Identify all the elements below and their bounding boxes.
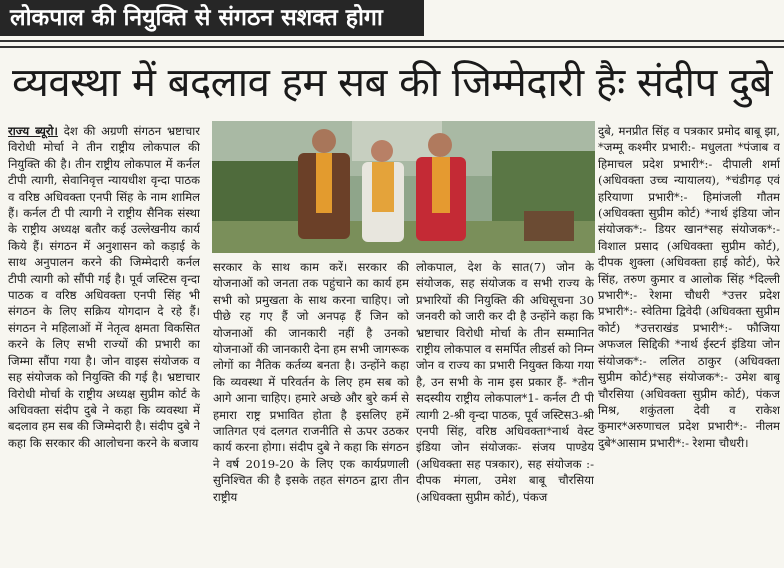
photo-illustration [212, 121, 595, 253]
article-column-3: लोकपाल, देश के सात(7) जोन के संयोजक, सह संयोजक व सभी राज्य के प्रभारियों की नियुक्ति की अधिसूचना 30 जनवरी को जारी कर दी है उन्होंने कहा कि भ्रष्टाचार विरोधी मोर्चा के तीन सम्मानित राष्ट्रीय लोकपाल व समर्पित लीडर्स को निम्न जोन व राज्य का प्रभारी नियुक्त किया गया है, उन सभी के नाम इस प्रकार हैं- *तीन सदस्यीय राष्ट्रीय लोकपाल*1- कर्नल टी पी त्यागी 2-श्री वृन्दा पाठक, पूर्व जस्टिस3-श्री एनपी सिंह, वरिष्ठ अधिवक्ता*नार्थ वेस्ट इंडिया जोन संयोजकः- संजय पाण्डेय (अधिवक्ता सह पत्रकार), सह संयोजक :- दीपक मंगला, उमेश बाबू चौरसिया (अधिवक्ता सुप्रीम कोर्ट), पंकज [416, 260, 594, 504]
section-kicker: लोकपाल की नियुक्ति से संगठन सशक्त होगा [0, 0, 424, 36]
headline: व्यवस्था में बदलाव हम सब की जिम्मेदारी हैः संदीप दुबे [11, 60, 773, 106]
top-rule-secondary [0, 46, 784, 48]
news-photo [212, 121, 595, 253]
article-column-1 [8, 123, 200, 563]
byline: राज्य ब्यूरो। [8, 124, 58, 138]
article-column-2: सरकार के साथ काम करें। सरकार की योजनाओं को जनता तक पहुंचाने का कार्य हम सभी को प्रमुखता के साथ करना चाहिए। जो पीछे रह गए हैं जो अनपढ़ हैं जिन को योजनाओं की जानकारी नहीं है उनको योजनाओं की जानकारी देना हम सभी जागरूक लोगों का नैतिक कर्तव्य बनता है। उन्होंने कहा कि व्यवस्था में परिवर्तन के लिए हम सब को आगे आना चाहिए। हमारे अच्छे और बुरे कर्म से हमारा राष्ट्र प्रभावित होता है इसलिए हमें जातिगत एवं दलगत राजनीति से ऊपर उठकर कार्य करना होगा। संदीप दुबे ने कहा कि संगठन ने वर्ष 2019-20 के लिए एक कार्यप्रणाली सुनिश्चित की है इसके तहत संगठन द्वारा तीन राष्ट्रीय [213, 260, 409, 504]
article-column-4: दुबे, मनप्रीत सिंह व पत्रकार प्रमोद बाबू झा, *जम्मू कश्मीर प्रभारी:- मधुलता *पंजाब व हिमाचल प्रदेश प्रभारी*:- दीपाली शर्मा (अधिवक्ता उच्च न्यायालय), *चंडीगढ़ एवं हरियाणा प्रभारी*:- हिमांजली गौतम (अधिवक्ता सुप्रीम कोर्ट) *नार्थ इंडिया जोन संयोजक*:- डियर खान*सह संयोजक*:- विशाल प्रसाद (अधिवक्ता सुप्रीम कोर्ट), दीपक शुक्ला (अधिवक्ता हाई कोर्ट), फेरे सिंह, तरुण कुमार व आलोक सिंह *दिल्ली प्रभारी*:- रेशमा चौधरी *उत्तर प्रदेश प्रभारी*:- स्वेतिमा द्विवेदी (अधिवक्ता सुप्रीम कोर्ट) *उत्तराखंड प्रभारी*:- फौजिया अफजल सिद्दिकी *नार्थ ईस्टर्न इंडिया जोन संयोजक*:- ललित ठाकुर (अधिवक्ता सुप्रीम कोर्ट)*सह संयोजक*:- उमेश बाबू चौरसिया (अधिवक्ता सुप्रीम कोर्ट), पंकज मिश्र, शकुंतला देवी व राकेश कुमार*अरुणाचल प्रदेश प्रभारी*:- नीलम दुबे*आसाम प्रभारी*:- रेशमा चौधरी। [598, 124, 780, 450]
top-rule [0, 40, 784, 42]
column-1-text: देश की अग्रणी संगठन भ्रष्टाचार विरोधी मोर्चा ने तीन राष्ट्रीय लोकपाल की नियुक्ति की है। तीन राष्ट्रीय लोकपाल में कर्नल टीपी त्यागी, सेवानिवृत्त न्यायधीश वृन्दा पाठक व वरिष्ठ अधिवक्ता एनपी सिंह के नाम शामिल हैं। कर्नल टी पी त्यागी ने राष्ट्रीय सैनिक संस्था के राष्ट्रीय अध्यक्ष बतौर कई उल्लेखनीय कार्य किये हैं। संगठन में अनुशासन को कड़ाई के साथ अनुपालन करने की जिम्मेदारी कर्नल टीपी त्यागी को सौंपी गई है। पूर्व जस्टिस वृन्दा पाठक व वरिष्ठ अधिवक्ता एनपी सिंह भी संगठन के लिए सक्रिय योगदान दे रहे हैं। संगठन ने महिलाओं में नेतृत्व क्षमता विकसित करने के लिए सभी राज्यों की प्रभारी का जिम्मा सौंपा गया है। जोन वाइस संयोजक व सह संयोजक को नियुक्ति की गई है। भ्रष्टाचार विरोधी मोर्चा के राष्ट्रीय अध्यक्ष सुप्रीम कोर्ट के अधिवक्ता संदीप दुबे ने कहा कि व्यवस्था में बदलाव हम सब की जिम्मेदारी है। संदीप दुबे ने कहा कि सरकार की आलोचना करने के बजाय [8, 124, 200, 450]
